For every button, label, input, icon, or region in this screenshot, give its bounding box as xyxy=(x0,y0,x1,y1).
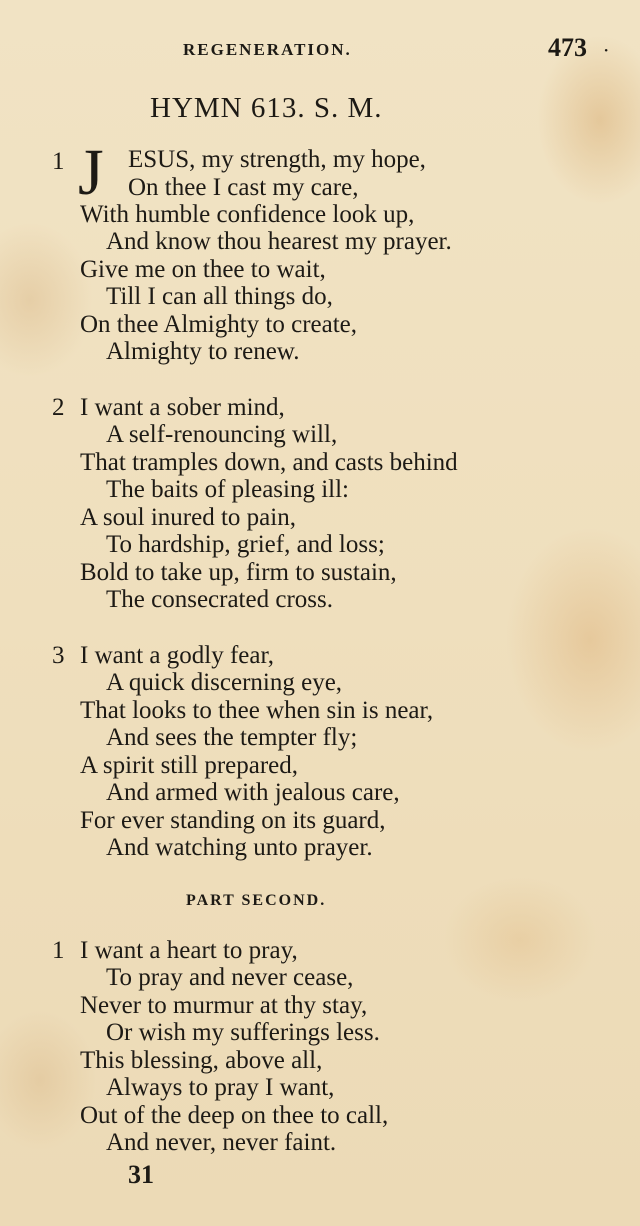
drop-cap: J xyxy=(78,136,104,209)
stanza-3-number: 3 xyxy=(52,642,65,669)
page-number: 473 xyxy=(548,33,587,62)
page-dot: · xyxy=(603,38,610,62)
stanza-2-number: 2 xyxy=(52,394,65,421)
stanza-1-line-3: With humble confidence look up, xyxy=(80,201,415,228)
stanza-3-line-3: That looks to thee when sin is near, xyxy=(80,697,434,724)
stanza-1-line-8: Almighty to renew. xyxy=(106,338,300,365)
stanza-1-number: 1 xyxy=(52,148,65,175)
stanza-3-line-4: And sees the tempter fly; xyxy=(106,724,358,751)
stanza-4-line-6: Always to pray I want, xyxy=(106,1074,335,1101)
stanza-1-line-6: Till I can all things do, xyxy=(106,283,333,310)
hymn-title: HYMN 613. S. M. xyxy=(150,92,383,124)
stanza-3-line-2: A quick discerning eye, xyxy=(106,669,343,696)
stanza-4-line-7: Out of the deep on thee to call, xyxy=(80,1102,389,1129)
stanza-2-line-1: I want a sober mind, xyxy=(80,394,285,421)
stanza-3-line-1: I want a godly fear, xyxy=(80,642,275,669)
signature-mark: 31 xyxy=(128,1160,154,1189)
section-heading: PART SECOND. xyxy=(186,892,327,909)
stanza-2-line-8: The consecrated cross. xyxy=(106,586,333,613)
stanza-1-line-4: And know thou hearest my prayer. xyxy=(106,228,452,255)
stanza-1-line-7: On thee Almighty to create, xyxy=(80,311,358,338)
stanza-3-line-6: And armed with jealous care, xyxy=(106,779,400,806)
stanza-1-line-2: On thee I cast my care, xyxy=(128,174,359,201)
stanza-4-line-4: Or wish my sufferings less. xyxy=(106,1019,380,1046)
stanza-1-line-1: ESUS, my strength, my hope, xyxy=(128,146,426,173)
stanza-2-line-4: The baits of pleasing ill: xyxy=(106,476,350,503)
stanza-4-number: 1 xyxy=(52,937,65,964)
stanza-2-line-3: That tramples down, and casts behind xyxy=(80,449,458,476)
stanza-4-line-5: This blessing, above all, xyxy=(80,1047,323,1074)
stanza-2-line-6: To hardship, grief, and loss; xyxy=(106,531,385,558)
stanza-4-line-1: I want a heart to pray, xyxy=(80,937,298,964)
stanza-3-line-7: For ever standing on its guard, xyxy=(80,807,386,834)
stanza-3-line-5: A spirit still prepared, xyxy=(80,752,299,779)
stanza-4-line-8: And never, never faint. xyxy=(106,1129,337,1156)
stanza-4-line-3: Never to murmur at thy stay, xyxy=(80,992,368,1019)
stanza-4-line-2: To pray and never cease, xyxy=(106,964,354,991)
stanza-2-line-2: A self-renouncing will, xyxy=(106,421,338,448)
stanza-2-line-7: Bold to take up, firm to sustain, xyxy=(80,559,397,586)
stanza-1-line-5: Give me on thee to wait, xyxy=(80,256,326,283)
running-head: REGENERATION. xyxy=(183,40,352,59)
stanza-3-line-8: And watching unto prayer. xyxy=(106,834,373,861)
stanza-2-line-5: A soul inured to pain, xyxy=(80,504,296,531)
